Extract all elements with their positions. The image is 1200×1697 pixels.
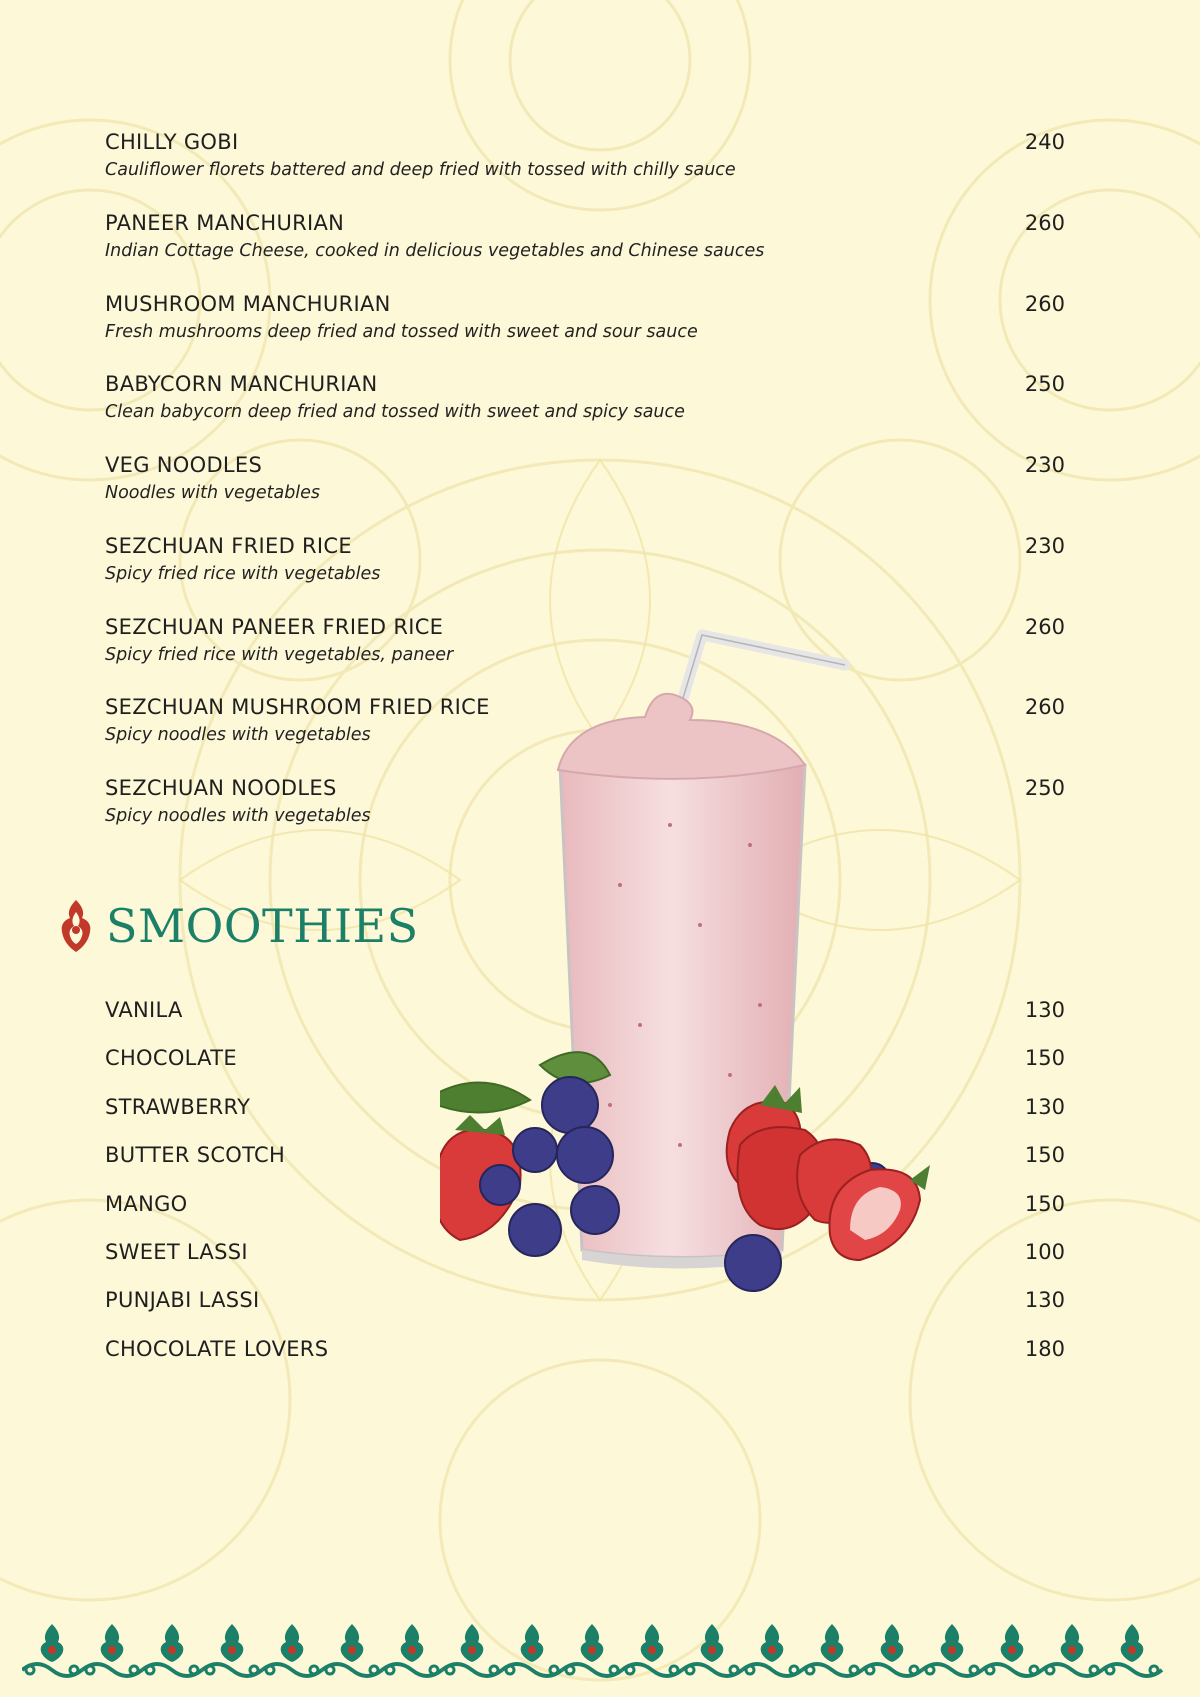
item-price: 150 bbox=[1024, 1192, 1065, 1216]
item-name: PANEER MANCHURIAN bbox=[105, 211, 345, 235]
item-name: STRAWBERRY bbox=[105, 1095, 251, 1119]
item-name: SEZCHUAN MUSHROOM FRIED RICE bbox=[105, 695, 490, 719]
item-name: MANGO bbox=[105, 1192, 188, 1216]
item-price: 260 bbox=[1024, 211, 1065, 235]
item-name: VEG NOODLES bbox=[105, 453, 263, 477]
item-price: 130 bbox=[1024, 1095, 1065, 1119]
item-price: 150 bbox=[1024, 1046, 1065, 1070]
item-price: 260 bbox=[1024, 292, 1065, 316]
item-name: VANILA bbox=[105, 998, 183, 1022]
item-price: 100 bbox=[1024, 1240, 1065, 1264]
item-name: SEZCHUAN PANEER FRIED RICE bbox=[105, 615, 444, 639]
item-name: BABYCORN MANCHURIAN bbox=[105, 372, 378, 396]
item-price: 250 bbox=[1024, 776, 1065, 800]
item-description: Spicy noodles with vegetables bbox=[105, 725, 371, 745]
item-price: 230 bbox=[1024, 534, 1065, 558]
item-name: BUTTER SCOTCH bbox=[105, 1143, 286, 1167]
item-price: 150 bbox=[1024, 1143, 1065, 1167]
floral-border bbox=[22, 1620, 1172, 1680]
item-name: SWEET LASSI bbox=[105, 1240, 248, 1264]
item-description: Clean babycorn deep fried and tossed with sweet and spicy sauce bbox=[105, 402, 685, 422]
item-price: 230 bbox=[1024, 453, 1065, 477]
item-name: PUNJABI LASSI bbox=[105, 1288, 260, 1312]
item-name: MUSHROOM MANCHURIAN bbox=[105, 292, 391, 316]
item-price: 250 bbox=[1024, 372, 1065, 396]
smoothie-glass-illustration bbox=[440, 625, 940, 1305]
item-name: SEZCHUAN FRIED RICE bbox=[105, 534, 352, 558]
item-description: Fresh mushrooms deep fried and tossed with sweet and sour sauce bbox=[105, 322, 698, 342]
item-description: Noodles with vegetables bbox=[105, 483, 321, 503]
item-name: SEZCHUAN NOODLES bbox=[105, 776, 337, 800]
item-name: CHILLY GOBI bbox=[105, 130, 239, 154]
item-name: CHOCOLATE bbox=[105, 1046, 237, 1070]
item-price: 260 bbox=[1024, 615, 1065, 639]
item-description: Spicy fried rice with vegetables bbox=[105, 564, 381, 584]
section-title: SMOOTHIES bbox=[106, 899, 419, 953]
item-description: Spicy noodles with vegetables bbox=[105, 806, 371, 826]
item-name: CHOCOLATE LOVERS bbox=[105, 1337, 329, 1361]
item-description: Spicy fried rice with vegetables, paneer bbox=[105, 645, 454, 665]
item-price: 180 bbox=[1024, 1337, 1065, 1361]
item-price: 130 bbox=[1024, 998, 1065, 1022]
item-price: 240 bbox=[1024, 130, 1065, 154]
flame-ornament-icon bbox=[58, 898, 94, 954]
item-price: 130 bbox=[1024, 1288, 1065, 1312]
item-description: Indian Cottage Cheese, cooked in delicious vegetables and Chinese sauces bbox=[105, 241, 765, 261]
item-description: Cauliflower florets battered and deep fried with tossed with chilly sauce bbox=[105, 160, 736, 180]
item-price: 260 bbox=[1024, 695, 1065, 719]
